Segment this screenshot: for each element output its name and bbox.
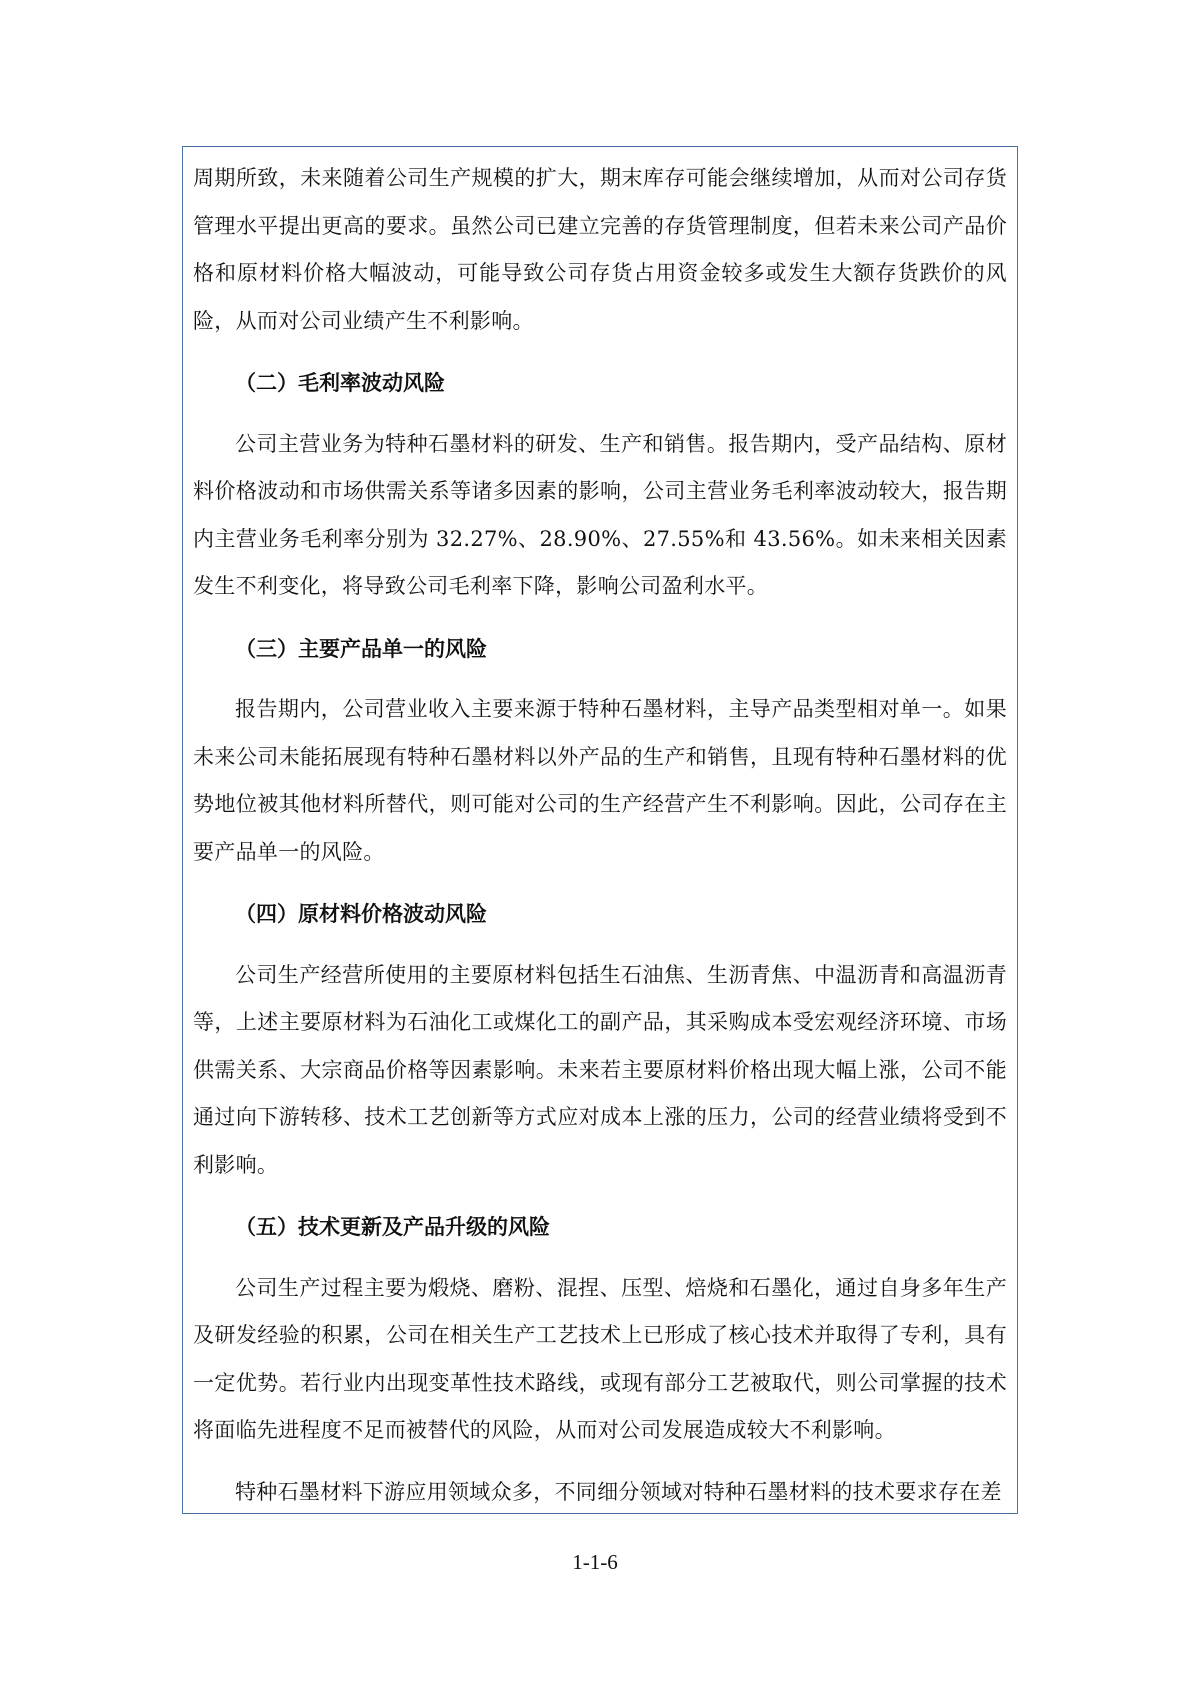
paragraph-gross-margin-risk: 公司主营业务为特种石墨材料的研发、生产和销售。报告期内，受产品结构、原材料价格波动和市场供需关系等诸多因素的影响，公司主营业务毛利率波动较大，报告期内主营业务毛利率分别为 32.27%、28.90%、27.55%和 43.56%。如未来相关因素发生不利变化，将导致公司毛利率下降，影响公司盈利水平。 xyxy=(193,431,1007,598)
heading-technology-upgrade-risk: （五）技术更新及产品升级的风险 xyxy=(235,1214,550,1239)
paragraph-downstream-applications: 特种石墨材料下游应用领域众多，不同细分领域对特种石墨材料的技术要求存在差 xyxy=(235,1479,1002,1504)
paragraph-single-product-risk: 报告期内，公司营业收入主要来源于特种石墨材料，主导产品类型相对单一。如果未来公司未能拓展现有特种石墨材料以外产品的生产和销售，且现有特种石墨材料的优势地位被其他材料所替代，则可能对公司的生产经营产生不利影响。因此，公司存在主要产品单一的风险。 xyxy=(193,697,1007,864)
paragraph-raw-material-price-risk: 公司生产经营所使用的主要原材料包括生石油焦、生沥青焦、中温沥青和高温沥青等，上述主要原材料为石油化工或煤化工的副产品，其采购成本受宏观经济环境、市场供需关系、大宗商品价格等因素影响。未来若主要原材料价格出现大幅上涨，公司不能通过向下游转移、技术工艺创新等方式应对成本上涨的压力，公司的经营业绩将受到不利影响。 xyxy=(193,962,1007,1177)
heading-raw-material-price-risk: （四）原材料价格波动风险 xyxy=(235,901,487,926)
paragraph-technology-upgrade-risk: 公司生产过程主要为煅烧、磨粉、混捏、压型、焙烧和石墨化，通过自身多年生产及研发经验的积累，公司在相关生产工艺技术上已形成了核心技术并取得了专利，具有一定优势。若行业内出现变革性技术路线，或现有部分工艺被取代，则公司掌握的技术将面临先进程度不足而被替代的风险，从而对公司发展造成较大不利影响。 xyxy=(193,1275,1007,1442)
heading-gross-margin-risk: （二）毛利率波动风险 xyxy=(235,370,445,395)
paragraph-inventory-continued: 周期所致，未来随着公司生产规模的扩大，期末库存可能会继续增加，从而对公司存货管理水平提出更高的要求。虽然公司已建立完善的存货管理制度，但若未来公司产品价格和原材料价格大幅波动，可能导致公司存货占用资金较多或发生大额存货跌价的风险，从而对公司业绩产生不利影响。 xyxy=(193,166,1007,333)
page-number: 1-1-6 xyxy=(572,1550,618,1574)
content-frame xyxy=(182,146,1018,1514)
heading-single-product-risk: （三）主要产品单一的风险 xyxy=(235,635,487,661)
